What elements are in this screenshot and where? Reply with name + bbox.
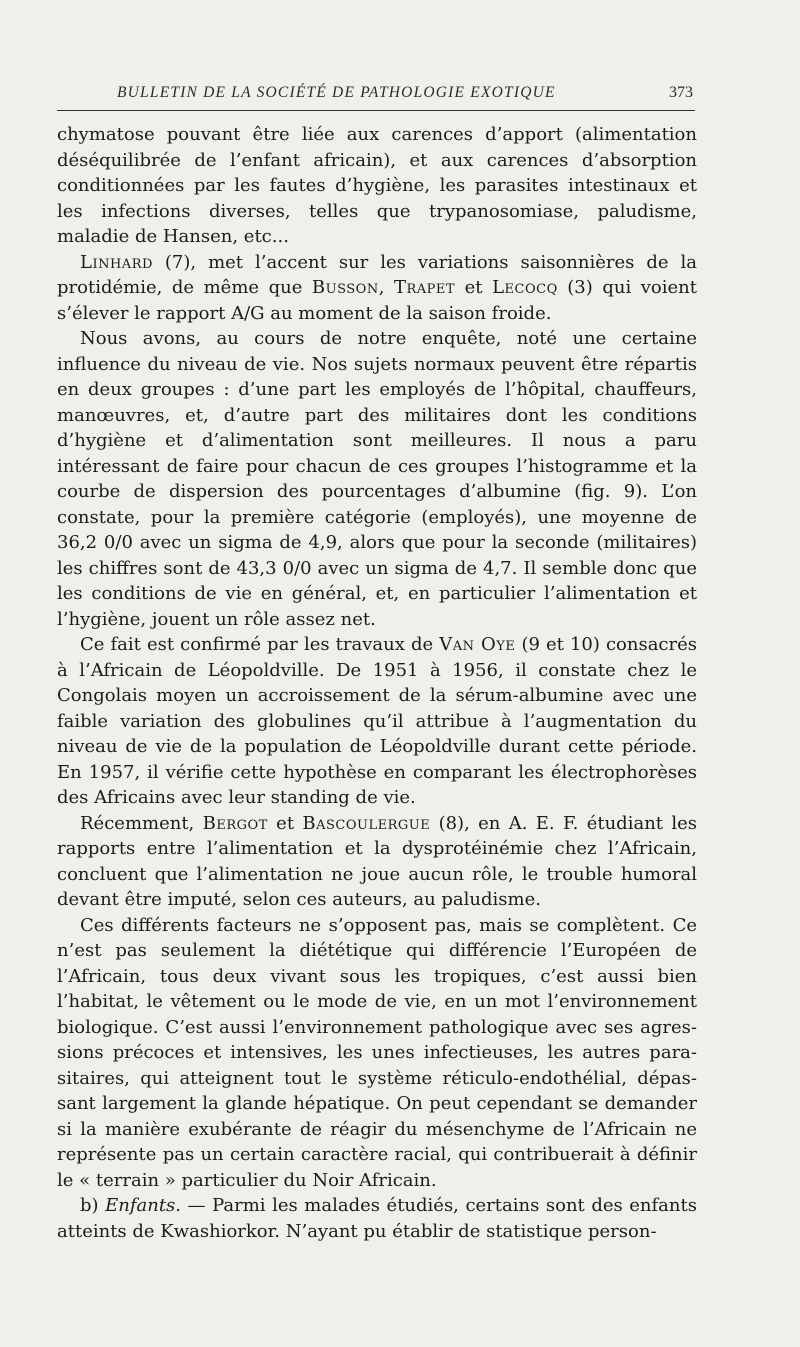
text-run: Récemment, [80, 812, 203, 834]
text-run: Ces différents facteurs ne s’opposent pas, mais se complètent. Ce n’est pas seulement la diététique qui différencie l’Européen de l’Africain, tous deux vivant sous les tropiques, c’est aussi bien l’habitat, le vêtement ou le mode de vie, en un mot l’environnement biologique. C’est aussi l’environnement pathologique avec ses agressions précoces et intensives, les unes infectieuses, les autres parasitaires, qui atteignent tout le système réticulo-endothélial, dépassant largement la glande hépatique. On peut cependant se demander si la manière exubérante de réagir du mésenchyme de l’Africain ne représente pas un certain caractère racial, qui contribuerait à définir le « terrain » particulier du Noir Africain. [57, 914, 697, 1191]
text-run: , [378, 277, 394, 298]
paragraph-p6 [57, 913, 697, 1194]
header-rule [57, 110, 695, 111]
author-name: Trapet [394, 277, 456, 298]
paragraph-p4 [57, 632, 697, 811]
author-name: Lecocq [492, 277, 558, 298]
text-run: — Parmi les malades étudiés, certains sont des enfants atteints de Kwashiorkor. N’ayant pu établir de statistique person- [57, 1195, 697, 1242]
text-run: et [455, 277, 493, 298]
text-run: (3) qui voient s’élever le rapport A/G au moment de la saison froide. [57, 277, 697, 324]
author-name: Busson [311, 277, 379, 298]
text-run: (8), en A. E. F. étudiant les rapports entre l’alimentation et la dysprotéinémie chez l’Africain, concluent que l’alimentation ne joue aucun rôle, le trouble humoral devant être imputé, selon ces auteurs, au paludisme. [57, 812, 697, 910]
running-header [57, 82, 697, 108]
text-run: (7), met l’accent sur les variations saisonnières de la protidémie, de même que [57, 251, 697, 298]
page-number: 373 [669, 84, 693, 101]
author-name: Linhard [80, 251, 153, 273]
text-run: Nous avons, au cours de notre enquête, noté une certaine influence du niveau de vie. Nos sujets normaux peuvent être répartis en deux groupes : d’une part les employés de l’hôpital, chauffeurs, manœuvres, et, d’autre part des militaires dont les conditions d’hygiène et d’alimentation sont meilleures. Il nous a paru intéressant de faire pour chacun de ces groupes l’histogramme et la courbe de dispersion des pourcentages d’albumine (fig. 9). L’on constate, pour la première catégorie (employés), une moyenne de 36,2 0/0 avec un sigma de 4,9, alors que pour la seconde (militaires) les chiffres sont de 43,3 0/0 avec un sigma de 4,7. Il semble donc que les conditions de vie en général, et, en particulier l’alimentation et l’hygiène, jouent un rôle assez net. [57, 328, 697, 630]
author-name: Van Oye [439, 634, 516, 655]
running-title: BULLETIN DE LA SOCIÉTÉ DE PATHOLOGIE EXOTIQUE [117, 84, 556, 101]
text-run: et [267, 812, 303, 834]
italic-text: Enfants. [105, 1195, 182, 1216]
author-name: Bergot [202, 812, 268, 834]
body-text [57, 122, 697, 1244]
paragraph-p7 [57, 1193, 697, 1244]
text-run: Ce fait est confirmé par les travaux de [80, 634, 440, 655]
text-run: chymatose pouvant être liée aux carences d’apport (alimentation déséquilibrée de l’enfant africain), et aux carences d’absorption conditionnées par les fautes d’hygiène, les parasites intestinaux et les infections diverses, telles que trypanosomiase, paludisme, maladie de Hansen, etc... [57, 124, 697, 247]
paragraph-p2 [57, 250, 697, 327]
paragraph-p1 [57, 122, 697, 250]
paragraph-p3 [57, 326, 697, 632]
paragraph-p5 [57, 811, 697, 913]
text-run: b) [80, 1195, 106, 1216]
text-run: (9 et 10) consacrés à l’Africain de Léopoldville. De 1951 à 1956, il constate chez le Congolais moyen un accroissement de la sérum-albumine avec une faible variation des globulines qu’il attribue à l’augmentation du niveau de vie de la population de Léopoldville durant cette période. En 1957, il vérifie cette hypothèse en comparant les électrophorèses des Africains avec leur standing de vie. [57, 634, 698, 808]
author-name: Bascoulergue [302, 812, 431, 834]
